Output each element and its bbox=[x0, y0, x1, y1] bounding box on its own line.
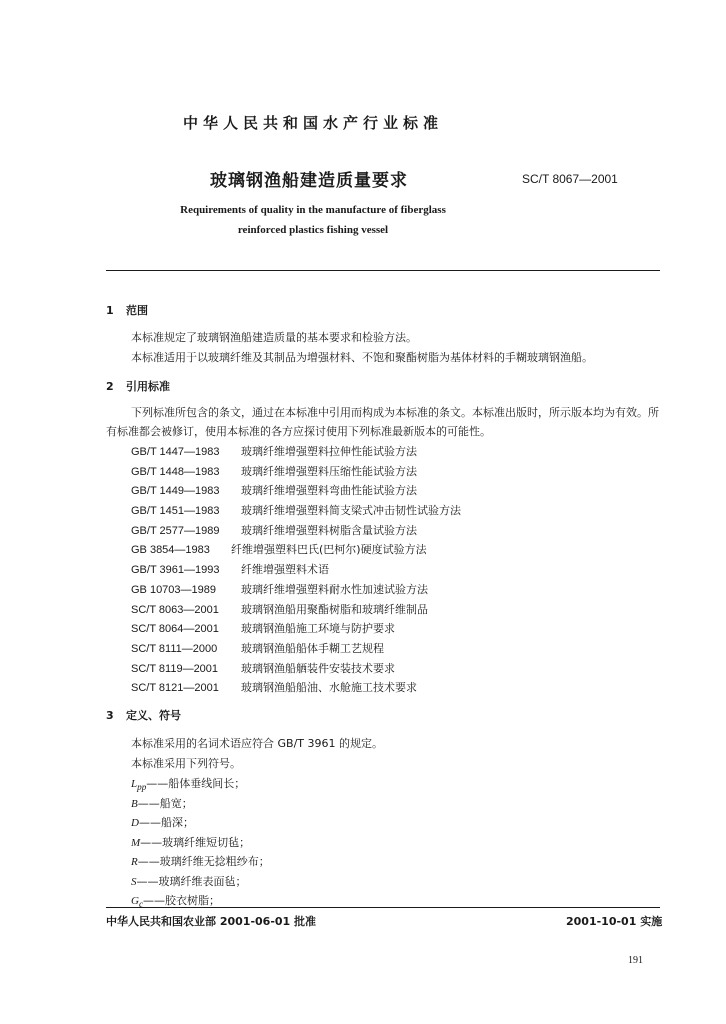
symbol-desc: ——玻璃纤维表面毡； bbox=[136, 874, 247, 888]
list-item bbox=[131, 541, 461, 561]
doc-title: 玻璃钢渔船建造质量要求 bbox=[210, 171, 408, 191]
symbol-desc: ——船体垂线间长； bbox=[146, 777, 246, 790]
symbol: S bbox=[131, 875, 137, 888]
ref-code: SC/T 8111—2000 bbox=[131, 642, 218, 655]
symbol-desc: ——玻璃纤维短切毡； bbox=[140, 835, 251, 849]
section-3-para-1: 本标准采用的名词术语应符合 GB/T 3961 的规定。 bbox=[131, 737, 383, 750]
ref-title: 玻璃纤维增强塑料简支梁式冲击韧性试验方法 bbox=[241, 504, 461, 518]
list-item bbox=[131, 795, 270, 815]
ref-title: 玻璃纤维增强塑料弯曲性能试验方法 bbox=[241, 484, 417, 498]
ref-code: GB/T 3961—1993 bbox=[131, 564, 220, 577]
english-title-line2: reinforced plastics fishing vessel bbox=[237, 224, 389, 236]
header-divider bbox=[106, 270, 660, 271]
ref-title: 玻璃钢渔船施工环境与防护要求 bbox=[241, 622, 395, 636]
list-item bbox=[131, 601, 461, 621]
section-3-para-2: 本标准采用下列符号。 bbox=[131, 757, 241, 770]
symbol-desc: ——船深； bbox=[138, 816, 194, 829]
page-number: 191 bbox=[628, 955, 643, 966]
symbol-desc: ——玻璃纤维无捻粗纱布； bbox=[137, 855, 270, 868]
ref-title: 玻璃纤维增强塑料压缩性能试验方法 bbox=[241, 464, 417, 478]
english-title-line1: Requirements of quality in the manufacture of fiberglass bbox=[180, 204, 446, 216]
reference-list bbox=[131, 443, 461, 699]
section-title: 范围 bbox=[126, 304, 148, 317]
symbol-list bbox=[131, 775, 270, 912]
list-item bbox=[131, 660, 461, 680]
ref-title: 玻璃纤维增强塑料拉伸性能试验方法 bbox=[241, 445, 417, 458]
ref-title: 纤维增强塑料术语 bbox=[241, 563, 329, 577]
symbol: M bbox=[131, 836, 141, 849]
list-item bbox=[131, 482, 461, 502]
list-item bbox=[131, 873, 270, 893]
standard-code: SC/T 8067—2001 bbox=[522, 172, 618, 186]
symbol: G bbox=[131, 895, 139, 907]
list-item bbox=[131, 679, 461, 699]
ref-code: GB/T 1449—1983 bbox=[131, 485, 220, 498]
list-item bbox=[131, 463, 461, 483]
ref-code: SC/T 8064—2001 bbox=[131, 623, 219, 636]
section-2-intro: 下列标准所包含的条文，通过在本标准中引用而构成为本标准的条文。本标准出版时，所示版本均为有效。所有标准都会被修订，使用本标准的各方应探讨使用下列标准最新版本的可能性。 bbox=[106, 406, 659, 438]
list-item bbox=[131, 561, 461, 581]
symbol: L bbox=[131, 778, 138, 790]
approval-line: 中华人民共和国农业部 2001-06-01 批准 bbox=[106, 915, 317, 928]
ref-code: GB 3854—1983 bbox=[131, 544, 210, 557]
ref-title: 玻璃纤维增强塑料树脂含量试验方法 bbox=[241, 523, 417, 537]
list-item bbox=[131, 620, 461, 640]
ref-title: 纤维增强塑料巴氏(巴柯尔)硬度试验方法 bbox=[231, 543, 427, 557]
list-item bbox=[131, 640, 461, 660]
section-title: 定义、符号 bbox=[126, 709, 181, 722]
symbol-desc: ——船宽； bbox=[137, 796, 193, 810]
section-number: 3 bbox=[106, 709, 114, 722]
section-number: 1 bbox=[106, 304, 114, 317]
section-2-heading bbox=[106, 378, 170, 394]
footer-divider bbox=[106, 907, 660, 908]
symbol-subscript: c bbox=[138, 899, 144, 910]
ref-code: GB 10703—1989 bbox=[131, 583, 217, 596]
list-item bbox=[131, 834, 270, 854]
symbol: D bbox=[131, 817, 139, 829]
ref-code: GB/T 2577—1989 bbox=[131, 524, 220, 537]
symbol: R bbox=[131, 856, 138, 868]
ref-title: 玻璃钢渔船用聚酯树脂和玻璃纤维制品 bbox=[241, 602, 428, 616]
org-title: 中华人民共和国水产行业标准 bbox=[182, 114, 443, 132]
section-3-heading bbox=[106, 707, 181, 723]
section-1-para-2: 本标准适用于以玻璃纤维及其制品为增强材料、不饱和聚酯树脂为基体材料的手糊玻璃钢渔船。 bbox=[131, 351, 593, 364]
ref-code: SC/T 8121—2001 bbox=[131, 682, 219, 695]
list-item bbox=[131, 502, 461, 522]
ref-title: 玻璃钢渔船船体手糊工艺规程 bbox=[241, 641, 384, 655]
ref-code: SC/T 8063—2001 bbox=[131, 603, 219, 616]
symbol: B bbox=[131, 797, 138, 810]
section-title: 引用标准 bbox=[126, 380, 170, 393]
ref-title: 玻璃纤维增强塑料耐水性加速试验方法 bbox=[241, 582, 428, 596]
section-1-para-1: 本标准规定了玻璃钢渔船建造质量的基本要求和检验方法。 bbox=[131, 331, 417, 344]
list-item bbox=[131, 581, 461, 601]
ref-code: SC/T 8119—2001 bbox=[131, 662, 219, 675]
symbol-subscript: pp bbox=[137, 782, 147, 793]
section-1-heading bbox=[106, 302, 148, 318]
list-item bbox=[131, 892, 270, 912]
list-item bbox=[131, 522, 461, 542]
ref-code: GB/T 1451—1983 bbox=[131, 505, 220, 518]
ref-code: GB/T 1447—1983 bbox=[131, 446, 220, 458]
symbol-desc: ——胶衣树脂； bbox=[143, 894, 221, 907]
list-item bbox=[131, 443, 461, 463]
ref-code: GB/T 1448—1983 bbox=[131, 465, 220, 478]
section-number: 2 bbox=[106, 380, 114, 393]
list-item bbox=[131, 775, 270, 795]
ref-title: 玻璃钢渔船舾装件安装技术要求 bbox=[241, 661, 395, 675]
ref-title: 玻璃钢渔船船油、水舱施工技术要求 bbox=[241, 681, 417, 695]
implementation-date: 2001-10-01 实施 bbox=[566, 915, 663, 928]
list-item bbox=[131, 814, 270, 834]
list-item bbox=[131, 853, 270, 873]
